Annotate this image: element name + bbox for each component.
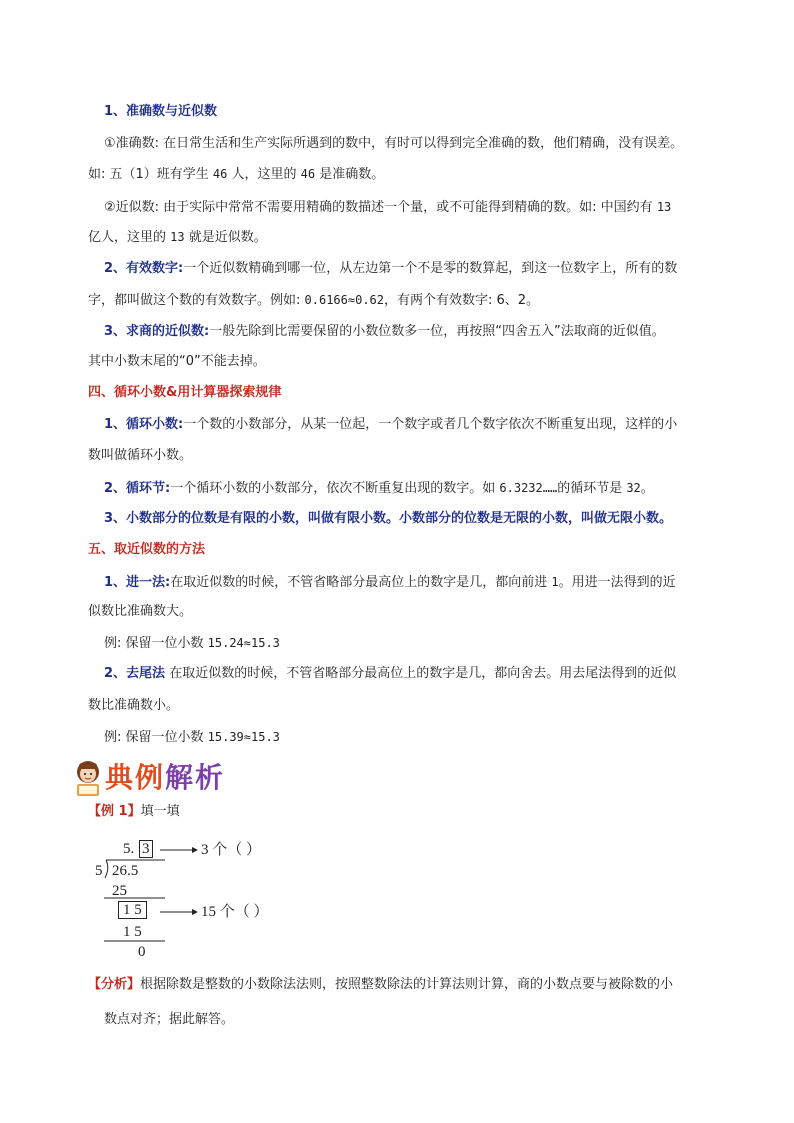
division-remainder: 0 [138,944,146,960]
girl-reading-icon [72,758,104,798]
accurate-number-paragraph-line1: ①准确数: 在日常生活和生产实际所遇到的数中，有时可以得到完全准确的数，他们精确，没有误差。 [104,136,684,151]
significant-digits-paragraph-line2: 字，都叫做这个数的有效数字。例如: 0.6166≈0.62，有两个有效数字: 6、2。 [88,293,540,308]
truncate-paragraph-line1: 2、去尾法 在取近似数的时候，不管省略部分最高位上的数字是几，都向舍去。用去尾法得到的近似 [104,666,677,681]
analysis-paragraph-line2: 数点对齐；据此解答。 [104,1012,235,1027]
division-note2: 15 个（ ） [201,904,269,920]
division-row3: 1 5 [123,924,142,940]
divisor: 5 [95,863,103,879]
quotient-approx-paragraph-line1: 3、求商的近似数:一般先除到比需要保留的小数位数多一位，再按照“四舍五入”法取商的近似值。 [104,324,665,339]
significant-digits-paragraph-line1: 2、有效数字:一个近似数精确到哪一位，从左边第一个不是零的数算起，到这一位数字上，所有的数 [104,261,678,276]
long-division-diagram [90,835,280,965]
round-up-example: 例: 保留一位小数 15.24≈15.3 [104,636,280,651]
banner-title: 典例解析 [105,761,226,794]
section4-heading: 四、循环小数&用计算器探索规律 [88,385,282,400]
quotient-approx-paragraph-line2: 其中小数末尾的“0”不能去掉。 [88,354,266,369]
division-row1: 25 [112,883,127,899]
quotient-integer: 5. [123,841,135,857]
round-up-paragraph-line1: 1、进一法:在取近似数的时候，不管省略部分最高位上的数字是几，都向前进 1。用进一法得到的近 [104,575,676,590]
truncate-example: 例: 保留一位小数 15.39≈15.3 [104,730,280,745]
example1-header: 【例 1】填一填 [88,804,180,819]
section5-heading: 五、取近似数的方法 [88,542,206,557]
round-up-paragraph-line2: 似数比准确数大。 [88,604,193,619]
accurate-number-paragraph-line2: 如: 五（1）班有学生 46 人，这里的 46 是准确数。 [88,167,385,182]
finite-infinite-decimal-paragraph: 3、小数部分的位数是有限的小数，叫做有限小数。小数部分的位数是无限的小数，叫做无限小数。 [104,511,673,526]
dividend: 26.5 [112,863,139,879]
repeating-decimal-paragraph-line1: 1、循环小数:一个数的小数部分，从某一位起，一个数字或者几个数字依次不断重复出现，这样的小 [104,417,678,432]
division-row2-boxed: 1 5 [118,901,147,919]
quotient-boxed-digit: 3 [139,840,153,858]
heading-accurate-approx: 1、准确数与近似数 [104,104,218,119]
truncate-paragraph-line2: 数比准确数小。 [88,698,180,713]
approx-number-paragraph-line2: 亿人，这里的 13 就是近似数。 [88,230,267,245]
repeating-decimal-paragraph-line2: 数叫做循环小数。 [88,448,193,463]
analysis-paragraph-line1: 【分析】根据除数是整数的小数除法法则，按照整数除法的计算法则计算，商的小数点要与被除数的小 [88,977,674,992]
approx-number-paragraph-line1: ②近似数: 由于实际中常常不需要用精确的数描述一个量，或不可能得到精确的数。如: 中国约有 13 [104,200,672,215]
division-note1: 3 个（ ） [201,842,262,858]
repetend-paragraph: 2、循环节:一个循环小数的小数部分，依次不断重复出现的数字。如 6.3232……的循环节是 32。 [104,481,654,496]
